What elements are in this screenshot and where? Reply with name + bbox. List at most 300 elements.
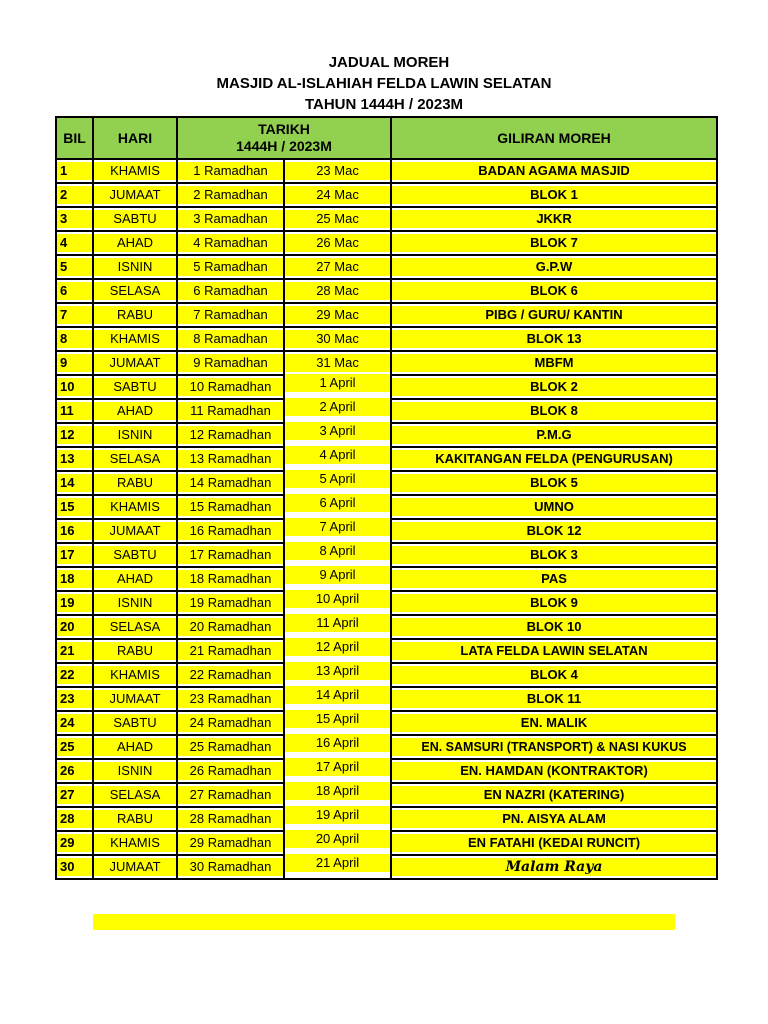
row-masihi-date: 12 April (285, 638, 390, 656)
row-giliran-cell (391, 183, 717, 207)
row-masihi-date: 21 April (285, 854, 390, 872)
row-hari: JUMAAT (94, 690, 176, 708)
row-hijri-date-cell (177, 639, 284, 663)
row-hijri-date: 10 Ramadhan (178, 378, 283, 396)
table-row (56, 495, 717, 519)
row-masihi-date: 1 April (285, 374, 390, 392)
table-row (56, 783, 717, 807)
bottom-highlight-bar (93, 914, 675, 930)
row-giliran: Malam Raya (392, 858, 716, 876)
row-hari-cell (93, 687, 177, 711)
table-row (56, 447, 717, 471)
table-row (56, 663, 717, 687)
row-masihi-date-cell (284, 207, 391, 231)
row-giliran: KAKITANGAN FELDA (PENGURUSAN) (392, 450, 716, 468)
row-hijri-date: 5 Ramadhan (178, 258, 283, 276)
row-bil: 9 (57, 354, 92, 372)
row-hijri-date-cell (177, 735, 284, 759)
row-hari-cell (93, 279, 177, 303)
table-row (56, 471, 717, 495)
row-masihi-date-cell (284, 255, 391, 279)
row-giliran: BLOK 7 (392, 234, 716, 252)
row-giliran-cell (391, 615, 717, 639)
schedule-rows (56, 159, 717, 879)
row-bil: 14 (57, 474, 92, 492)
table-row (56, 207, 717, 231)
row-hari: JUMAAT (94, 186, 176, 204)
row-hari: JUMAAT (94, 354, 176, 372)
row-bil-cell (56, 711, 93, 735)
row-bil-cell (56, 303, 93, 327)
row-hijri-date: 28 Ramadhan (178, 810, 283, 828)
row-bil: 12 (57, 426, 92, 444)
row-masihi-date: 30 Mac (285, 330, 390, 348)
row-masihi-date-cell (284, 855, 391, 879)
row-hari: KHAMIS (94, 330, 176, 348)
row-giliran-cell (391, 303, 717, 327)
row-masihi-date: 18 April (285, 782, 390, 800)
row-hijri-date: 13 Ramadhan (178, 450, 283, 468)
row-masihi-date: 24 Mac (285, 186, 390, 204)
row-hari-cell (93, 807, 177, 831)
row-giliran-cell (391, 687, 717, 711)
row-bil: 17 (57, 546, 92, 564)
row-hijri-date: 11 Ramadhan (178, 402, 283, 420)
row-giliran-cell (391, 255, 717, 279)
row-giliran-cell (391, 423, 717, 447)
row-hijri-date-cell (177, 687, 284, 711)
row-hijri-date-cell (177, 183, 284, 207)
row-hari: KHAMIS (94, 834, 176, 852)
row-hijri-date: 26 Ramadhan (178, 762, 283, 780)
row-bil-cell (56, 735, 93, 759)
row-hari: SELASA (94, 450, 176, 468)
table-row (56, 351, 717, 375)
row-hijri-date: 20 Ramadhan (178, 618, 283, 636)
row-masihi-date-cell (284, 495, 391, 519)
row-hijri-date: 4 Ramadhan (178, 234, 283, 252)
row-hijri-date-cell (177, 543, 284, 567)
row-hari-cell (93, 303, 177, 327)
row-giliran-cell (391, 591, 717, 615)
row-masihi-date-cell (284, 711, 391, 735)
row-hari-cell (93, 255, 177, 279)
row-bil: 24 (57, 714, 92, 732)
row-hijri-date-cell (177, 255, 284, 279)
header-hari: HARI (93, 117, 177, 159)
row-hari: RABU (94, 306, 176, 324)
row-giliran-cell (391, 327, 717, 351)
row-bil-cell (56, 255, 93, 279)
row-hijri-date: 6 Ramadhan (178, 282, 283, 300)
table-row (56, 639, 717, 663)
row-hari-cell (93, 423, 177, 447)
row-masihi-date-cell (284, 351, 391, 375)
row-hijri-date: 15 Ramadhan (178, 498, 283, 516)
row-bil-cell (56, 855, 93, 879)
row-bil-cell (56, 471, 93, 495)
row-bil: 4 (57, 234, 92, 252)
row-bil-cell (56, 423, 93, 447)
table-row (56, 855, 717, 879)
row-hari: ISNIN (94, 258, 176, 276)
row-hari-cell (93, 615, 177, 639)
row-masihi-date: 5 April (285, 470, 390, 488)
row-giliran-cell (391, 807, 717, 831)
row-hari: KHAMIS (94, 162, 176, 180)
row-hijri-date-cell (177, 831, 284, 855)
row-hari: AHAD (94, 570, 176, 588)
row-hari-cell (93, 759, 177, 783)
row-masihi-date: 10 April (285, 590, 390, 608)
row-hijri-date-cell (177, 303, 284, 327)
row-masihi-date-cell (284, 375, 391, 399)
row-giliran: JKKR (392, 210, 716, 228)
row-bil: 26 (57, 762, 92, 780)
row-giliran: BLOK 8 (392, 402, 716, 420)
row-masihi-date: 28 Mac (285, 282, 390, 300)
row-hari-cell (93, 543, 177, 567)
row-bil-cell (56, 183, 93, 207)
row-hari-cell (93, 783, 177, 807)
row-giliran-cell (391, 783, 717, 807)
table-row (56, 159, 717, 183)
row-bil: 1 (57, 162, 92, 180)
row-giliran-cell (391, 639, 717, 663)
row-giliran: G.P.W (392, 258, 716, 276)
row-hari: ISNIN (94, 426, 176, 444)
row-bil-cell (56, 615, 93, 639)
row-hari: KHAMIS (94, 666, 176, 684)
row-masihi-date-cell (284, 759, 391, 783)
row-bil: 5 (57, 258, 92, 276)
title-line-2: MASJID AL-ISLAHIAH FELDA LAWIN SELATAN (216, 75, 552, 92)
row-giliran-cell (391, 447, 717, 471)
row-giliran-cell (391, 471, 717, 495)
row-hari-cell (93, 159, 177, 183)
row-bil-cell (56, 351, 93, 375)
row-bil-cell (56, 375, 93, 399)
row-hijri-date-cell (177, 519, 284, 543)
row-masihi-date: 9 April (285, 566, 390, 584)
row-bil-cell (56, 231, 93, 255)
row-masihi-date-cell (284, 783, 391, 807)
row-giliran: BLOK 2 (392, 378, 716, 396)
row-bil-cell (56, 687, 93, 711)
row-masihi-date-cell (284, 447, 391, 471)
row-hijri-date: 16 Ramadhan (178, 522, 283, 540)
row-masihi-date: 14 April (285, 686, 390, 704)
row-giliran-cell (391, 831, 717, 855)
row-masihi-date-cell (284, 423, 391, 447)
table-row (56, 519, 717, 543)
row-hijri-date: 17 Ramadhan (178, 546, 283, 564)
row-bil: 20 (57, 618, 92, 636)
row-bil-cell (56, 159, 93, 183)
table-row (56, 183, 717, 207)
row-bil: 22 (57, 666, 92, 684)
row-hijri-date-cell (177, 711, 284, 735)
row-hijri-date: 12 Ramadhan (178, 426, 283, 444)
row-hijri-date: 29 Ramadhan (178, 834, 283, 852)
row-bil-cell (56, 447, 93, 471)
row-bil-cell (56, 543, 93, 567)
row-hijri-date-cell (177, 783, 284, 807)
row-masihi-date-cell (284, 471, 391, 495)
table-row (56, 711, 717, 735)
row-hijri-date: 30 Ramadhan (178, 858, 283, 876)
row-masihi-date-cell (284, 735, 391, 759)
row-masihi-date: 20 April (285, 830, 390, 848)
row-hari-cell (93, 447, 177, 471)
table-row (56, 735, 717, 759)
row-hijri-date-cell (177, 207, 284, 231)
row-bil-cell (56, 663, 93, 687)
row-masihi-date: 13 April (285, 662, 390, 680)
row-hari-cell (93, 639, 177, 663)
row-hijri-date: 23 Ramadhan (178, 690, 283, 708)
row-hari: AHAD (94, 402, 176, 420)
row-giliran: BLOK 1 (392, 186, 716, 204)
row-giliran-cell (391, 279, 717, 303)
row-masihi-date-cell (284, 807, 391, 831)
row-hari: ISNIN (94, 594, 176, 612)
header-bil: BIL (56, 117, 93, 159)
row-masihi-date: 16 April (285, 734, 390, 752)
row-masihi-date-cell (284, 519, 391, 543)
row-bil-cell (56, 759, 93, 783)
row-hari-cell (93, 183, 177, 207)
row-giliran: BLOK 3 (392, 546, 716, 564)
table-row (56, 687, 717, 711)
row-giliran: BLOK 5 (392, 474, 716, 492)
row-bil-cell (56, 327, 93, 351)
row-masihi-date: 2 April (285, 398, 390, 416)
row-bil: 28 (57, 810, 92, 828)
table-header-row (56, 117, 717, 159)
row-masihi-date-cell (284, 615, 391, 639)
row-hari-cell (93, 207, 177, 231)
row-masihi-date-cell (284, 567, 391, 591)
row-hari: SABTU (94, 714, 176, 732)
row-masihi-date: 17 April (285, 758, 390, 776)
row-giliran-cell (391, 495, 717, 519)
row-giliran: LATA FELDA LAWIN SELATAN (392, 642, 716, 660)
row-hari: SABTU (94, 210, 176, 228)
row-hari: JUMAAT (94, 858, 176, 876)
row-masihi-date-cell (284, 639, 391, 663)
row-giliran-cell (391, 231, 717, 255)
row-giliran-cell (391, 543, 717, 567)
row-bil-cell (56, 807, 93, 831)
row-giliran: BLOK 6 (392, 282, 716, 300)
row-hari-cell (93, 567, 177, 591)
row-hijri-date: 18 Ramadhan (178, 570, 283, 588)
row-giliran: PIBG / GURU/ KANTIN (392, 306, 716, 324)
row-hijri-date-cell (177, 759, 284, 783)
row-masihi-date: 29 Mac (285, 306, 390, 324)
row-giliran-cell (391, 663, 717, 687)
row-hijri-date: 22 Ramadhan (178, 666, 283, 684)
row-masihi-date-cell (284, 279, 391, 303)
row-bil: 10 (57, 378, 92, 396)
row-hari: AHAD (94, 738, 176, 756)
row-giliran-cell (391, 399, 717, 423)
table-row (56, 831, 717, 855)
row-hijri-date: 24 Ramadhan (178, 714, 283, 732)
row-hijri-date: 2 Ramadhan (178, 186, 283, 204)
row-masihi-date-cell (284, 831, 391, 855)
row-bil-cell (56, 591, 93, 615)
row-hijri-date: 1 Ramadhan (178, 162, 283, 180)
row-masihi-date-cell (284, 303, 391, 327)
row-masihi-date: 6 April (285, 494, 390, 512)
row-hari: RABU (94, 642, 176, 660)
row-masihi-date: 15 April (285, 710, 390, 728)
row-masihi-date: 27 Mac (285, 258, 390, 276)
row-hijri-date-cell (177, 231, 284, 255)
row-hijri-date: 8 Ramadhan (178, 330, 283, 348)
row-hari-cell (93, 231, 177, 255)
row-bil: 30 (57, 858, 92, 876)
row-masihi-date: 26 Mac (285, 234, 390, 252)
row-masihi-date-cell (284, 327, 391, 351)
row-hijri-date-cell (177, 471, 284, 495)
row-giliran-cell (391, 735, 717, 759)
row-giliran: EN NAZRI (KATERING) (392, 786, 716, 804)
row-hijri-date-cell (177, 447, 284, 471)
row-bil: 2 (57, 186, 92, 204)
row-giliran-cell (391, 207, 717, 231)
table-row (56, 567, 717, 591)
row-hijri-date-cell (177, 807, 284, 831)
row-bil: 27 (57, 786, 92, 804)
row-hari-cell (93, 711, 177, 735)
row-hijri-date-cell (177, 279, 284, 303)
document-title (0, 52, 768, 115)
row-bil: 16 (57, 522, 92, 540)
row-bil: 25 (57, 738, 92, 756)
row-hijri-date: 27 Ramadhan (178, 786, 283, 804)
row-hijri-date-cell (177, 663, 284, 687)
row-bil: 3 (57, 210, 92, 228)
row-hijri-date: 14 Ramadhan (178, 474, 283, 492)
row-giliran: BLOK 9 (392, 594, 716, 612)
row-giliran: PN. AISYA ALAM (392, 810, 716, 828)
table-row (56, 399, 717, 423)
row-giliran: BLOK 13 (392, 330, 716, 348)
row-masihi-date-cell (284, 183, 391, 207)
row-bil: 6 (57, 282, 92, 300)
row-hari: SELASA (94, 786, 176, 804)
row-masihi-date-cell (284, 399, 391, 423)
row-giliran: BLOK 12 (392, 522, 716, 540)
row-bil: 13 (57, 450, 92, 468)
row-bil: 11 (57, 402, 92, 420)
row-giliran-cell (391, 855, 717, 879)
row-bil-cell (56, 567, 93, 591)
row-bil-cell (56, 279, 93, 303)
row-giliran: EN. SAMSURI (TRANSPORT) & NASI KUKUS (392, 738, 716, 756)
row-giliran: BLOK 4 (392, 666, 716, 684)
table-row (56, 591, 717, 615)
row-giliran: EN. HAMDAN (KONTRAKTOR) (392, 762, 716, 780)
row-hari-cell (93, 375, 177, 399)
row-hijri-date: 3 Ramadhan (178, 210, 283, 228)
row-hari-cell (93, 519, 177, 543)
row-bil-cell (56, 639, 93, 663)
row-giliran-cell (391, 567, 717, 591)
row-giliran-cell (391, 759, 717, 783)
row-masihi-date: 4 April (285, 446, 390, 464)
row-hari: SELASA (94, 282, 176, 300)
row-masihi-date-cell (284, 663, 391, 687)
row-bil-cell (56, 495, 93, 519)
row-masihi-date-cell (284, 543, 391, 567)
row-giliran: BADAN AGAMA MASJID (392, 162, 716, 180)
row-hari: JUMAAT (94, 522, 176, 540)
row-bil: 29 (57, 834, 92, 852)
row-masihi-date-cell (284, 591, 391, 615)
row-masihi-date: 31 Mac (285, 354, 390, 372)
table-row (56, 255, 717, 279)
row-hijri-date-cell (177, 567, 284, 591)
row-hari: RABU (94, 810, 176, 828)
row-hijri-date-cell (177, 423, 284, 447)
row-bil-cell (56, 207, 93, 231)
row-hari: KHAMIS (94, 498, 176, 516)
row-hijri-date: 21 Ramadhan (178, 642, 283, 660)
row-hijri-date-cell (177, 375, 284, 399)
header-tarikh-line1: TARIKH (258, 121, 310, 137)
row-hari-cell (93, 495, 177, 519)
row-masihi-date: 11 April (285, 614, 390, 632)
row-bil-cell (56, 783, 93, 807)
row-masihi-date: 8 April (285, 542, 390, 560)
row-hari-cell (93, 591, 177, 615)
row-bil: 18 (57, 570, 92, 588)
row-giliran-cell (391, 519, 717, 543)
row-hari: ISNIN (94, 762, 176, 780)
row-hari: SABTU (94, 378, 176, 396)
table-row (56, 423, 717, 447)
row-giliran: EN FATAHI (KEDAI RUNCIT) (392, 834, 716, 852)
row-giliran: BLOK 11 (392, 690, 716, 708)
row-hari-cell (93, 471, 177, 495)
row-hari-cell (93, 327, 177, 351)
row-bil: 19 (57, 594, 92, 612)
header-tarikh (177, 117, 391, 159)
row-giliran-cell (391, 375, 717, 399)
row-bil: 23 (57, 690, 92, 708)
row-masihi-date: 3 April (285, 422, 390, 440)
row-hari-cell (93, 855, 177, 879)
row-giliran-cell (391, 351, 717, 375)
title-line-3: TAHUN 1444H / 2023M (304, 96, 464, 113)
row-hari: RABU (94, 474, 176, 492)
row-bil: 8 (57, 330, 92, 348)
row-hijri-date-cell (177, 855, 284, 879)
moreh-schedule-table (55, 116, 718, 880)
row-hari: SELASA (94, 618, 176, 636)
row-hijri-date-cell (177, 615, 284, 639)
table-row (56, 807, 717, 831)
table-row (56, 615, 717, 639)
table-row (56, 375, 717, 399)
table-row (56, 279, 717, 303)
row-hijri-date: 25 Ramadhan (178, 738, 283, 756)
row-bil-cell (56, 399, 93, 423)
